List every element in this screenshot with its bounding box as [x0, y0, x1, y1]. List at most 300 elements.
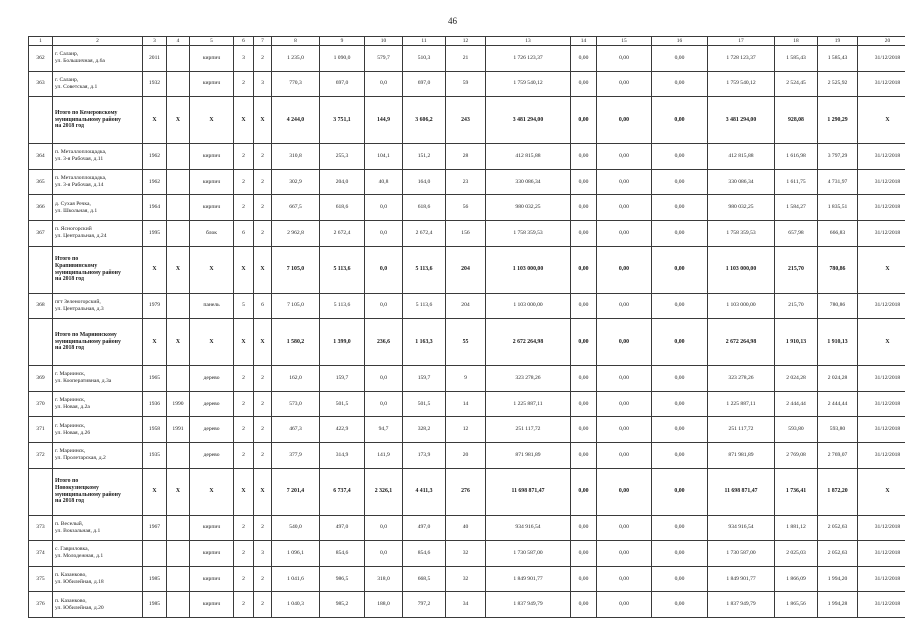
value-cell: 573,0 [272, 391, 320, 417]
row-number-cell: 373 [29, 515, 53, 541]
value-cell: 28 [446, 144, 486, 170]
table-row [29, 541, 905, 567]
column-number-cell: 5 [190, 37, 234, 46]
value-cell: дерево [190, 391, 234, 417]
column-number-cell: 4 [167, 37, 190, 46]
value-cell [167, 566, 190, 592]
row-number-cell: 371 [29, 417, 53, 443]
value-cell: 32 [446, 566, 486, 592]
value-cell: 668,5 [403, 566, 446, 592]
column-number-cell: 1 [29, 37, 53, 46]
value-cell: 593,80 [818, 417, 858, 443]
value-cell: 0,00 [597, 541, 652, 567]
subtotal-row [29, 468, 905, 515]
value-cell: 2 [254, 391, 272, 417]
value-cell: 5 113,6 [320, 246, 365, 293]
value-cell: 780,86 [818, 293, 858, 319]
value-cell: 2 025,03 [775, 541, 818, 567]
row-number-cell: 367 [29, 220, 53, 246]
value-cell: 31/12/2018 [858, 592, 905, 618]
value-cell: 510,3 [403, 46, 446, 72]
subtotal-label-cell: Итого по Мариинскому муниципальному району на 2018 год [53, 319, 143, 366]
value-cell: 666,83 [818, 220, 858, 246]
value-cell: 1932 [143, 71, 167, 97]
value-cell [167, 366, 190, 392]
address-cell: д. Сухая Речка, ул. Школьная, д.1 [53, 195, 143, 221]
value-cell: 2 444,44 [775, 391, 818, 417]
value-cell: 1965 [143, 366, 167, 392]
value-cell: 4 244,0 [272, 97, 320, 144]
value-cell: 0,0 [365, 366, 403, 392]
value-cell: 1 163,3 [403, 319, 446, 366]
value-cell: 1967 [143, 515, 167, 541]
value-cell: 0,0 [365, 391, 403, 417]
value-cell: 3 751,1 [320, 97, 365, 144]
address-cell: п. Казанково, ул. Юбилейная, д.20 [53, 592, 143, 618]
value-cell: 255,3 [320, 144, 365, 170]
value-cell: 144,9 [365, 97, 403, 144]
value-cell: 0,00 [597, 592, 652, 618]
value-cell: 31/12/2018 [858, 195, 905, 221]
value-cell: 0,00 [571, 71, 597, 97]
row-number-cell: 376 [29, 592, 53, 618]
value-cell: 2 525,92 [818, 71, 858, 97]
value-cell: 0,00 [652, 195, 708, 221]
value-cell: 3 481 294,00 [708, 97, 775, 144]
value-cell: 2 672,4 [403, 220, 446, 246]
value-cell: 0,00 [597, 319, 652, 366]
value-cell: 985,2 [320, 592, 365, 618]
value-cell: кирпич [190, 195, 234, 221]
value-cell: 1 103 000,00 [486, 246, 571, 293]
value-cell: 310,8 [272, 144, 320, 170]
table-row [29, 46, 905, 72]
value-cell: 854,6 [403, 541, 446, 567]
address-cell: с. Гавриловка, ул. Молодежная, д.1 [53, 541, 143, 567]
value-cell: 928,08 [775, 97, 818, 144]
value-cell: панель [190, 293, 234, 319]
value-cell: 0,00 [652, 391, 708, 417]
value-cell: 422,9 [320, 417, 365, 443]
value-cell: 1 235,0 [272, 46, 320, 72]
row-number-cell: 375 [29, 566, 53, 592]
value-cell: 55 [446, 319, 486, 366]
value-cell: 20 [446, 442, 486, 468]
value-cell: 31/12/2018 [858, 417, 905, 443]
value-cell: 3 606,2 [403, 97, 446, 144]
value-cell: 31/12/2018 [858, 515, 905, 541]
value-cell: 697,0 [320, 71, 365, 97]
value-cell: 2 [234, 71, 254, 97]
value-cell: кирпич [190, 71, 234, 97]
value-cell: 2 052,63 [818, 541, 858, 567]
value-cell: 141,9 [365, 442, 403, 468]
address-cell: г. Мариинск, ул. Новая, д.26 [53, 417, 143, 443]
value-cell: 0,0 [365, 515, 403, 541]
value-cell: 980 032,25 [486, 195, 571, 221]
value-cell: 0,00 [597, 468, 652, 515]
subtotal-label-cell: Итого по Кемеровскому муниципальному району на 2018 год [53, 97, 143, 144]
value-cell: 330 086,34 [708, 169, 775, 195]
value-cell: 56 [446, 195, 486, 221]
value-cell: 0,00 [597, 566, 652, 592]
value-cell: 173,9 [403, 442, 446, 468]
value-cell: 323 278,26 [708, 366, 775, 392]
value-cell: 4 411,3 [403, 468, 446, 515]
value-cell: 21 [446, 46, 486, 72]
value-cell: 0,0 [365, 71, 403, 97]
value-cell: 2 444,44 [818, 391, 858, 417]
column-number-cell: 20 [858, 37, 905, 46]
value-cell: 11 698 871,47 [708, 468, 775, 515]
value-cell: 2 [254, 442, 272, 468]
value-cell: 162,0 [272, 366, 320, 392]
value-cell: 1 849 901,77 [708, 566, 775, 592]
value-cell: X [858, 97, 905, 144]
value-cell: 2 769,07 [818, 442, 858, 468]
value-cell: 2 [234, 541, 254, 567]
value-cell: 2 [234, 566, 254, 592]
value-cell: 104,1 [365, 144, 403, 170]
value-cell: 0,00 [597, 417, 652, 443]
value-cell: 1 910,13 [775, 319, 818, 366]
address-cell: г. Мариинск, ул. Новая, д.2а [53, 391, 143, 417]
value-cell: 0,0 [365, 246, 403, 293]
table-row [29, 417, 905, 443]
value-cell: 0,00 [652, 144, 708, 170]
value-cell: 2 [254, 195, 272, 221]
table-row [29, 169, 905, 195]
value-cell: 1 580,2 [272, 319, 320, 366]
value-cell: 0,0 [365, 541, 403, 567]
address-cell: пгт Зеленогорский, ул. Центральная, д.3 [53, 293, 143, 319]
value-cell: 0,00 [571, 46, 597, 72]
address-cell: п. Металлоплощадка, ул. 3-я Рабочая, д.14 [53, 169, 143, 195]
value-cell: 667,5 [272, 195, 320, 221]
value-cell: 0,00 [597, 442, 652, 468]
column-number-cell: 11 [403, 37, 446, 46]
table-row [29, 366, 905, 392]
value-cell: 3 [234, 46, 254, 72]
value-cell: 1 994,20 [818, 566, 858, 592]
value-cell: кирпич [190, 515, 234, 541]
row-number-cell: 369 [29, 366, 53, 392]
value-cell: 12 [446, 417, 486, 443]
value-cell: 1 103 000,00 [708, 246, 775, 293]
register-table-sheet [28, 36, 901, 618]
value-cell: 934 916,54 [486, 515, 571, 541]
value-cell: 0,0 [365, 195, 403, 221]
value-cell: X [254, 319, 272, 366]
value-cell: 0,00 [571, 97, 597, 144]
value-cell: X [143, 468, 167, 515]
address-cell: г. Салаир, ул. Советская, д.1 [53, 71, 143, 97]
value-cell: 1 758 359,53 [486, 220, 571, 246]
value-cell: 31/12/2018 [858, 541, 905, 567]
value-cell: 2 024,28 [775, 366, 818, 392]
value-cell: 6 737,4 [320, 468, 365, 515]
value-cell: 1 835,51 [818, 195, 858, 221]
table-row [29, 195, 905, 221]
value-cell: 0,00 [571, 246, 597, 293]
address-cell: п. Ясногорский ул. Центральная, д.24 [53, 220, 143, 246]
value-cell: X [190, 246, 234, 293]
value-cell: 188,0 [365, 592, 403, 618]
value-cell: X [143, 246, 167, 293]
value-cell: 7 105,0 [272, 293, 320, 319]
address-cell: п. Металлоплощадка, ул. 3-я Рабочая, д.11 [53, 144, 143, 170]
value-cell: 0,00 [652, 515, 708, 541]
value-cell [167, 541, 190, 567]
value-cell: 1985 [143, 566, 167, 592]
value-cell [167, 442, 190, 468]
value-cell: 314,9 [320, 442, 365, 468]
column-number-cell: 9 [320, 37, 365, 46]
value-cell: 0,00 [652, 97, 708, 144]
value-cell: 1 041,6 [272, 566, 320, 592]
value-cell: 0,00 [571, 468, 597, 515]
value-cell: 871 981,89 [486, 442, 571, 468]
value-cell: 159,7 [403, 366, 446, 392]
address-cell: п. Казанково, ул. Юбилейная, д.18 [53, 566, 143, 592]
value-cell: 1 225 887,11 [486, 391, 571, 417]
row-number-cell: 366 [29, 195, 53, 221]
value-cell [143, 541, 167, 567]
value-cell: X [234, 97, 254, 144]
value-cell: 0,00 [597, 71, 652, 97]
value-cell: 1 096,1 [272, 541, 320, 567]
value-cell: 0,00 [652, 319, 708, 366]
value-cell: 2 962,8 [272, 220, 320, 246]
value-cell: 497,0 [320, 515, 365, 541]
value-cell: 330 086,34 [486, 169, 571, 195]
value-cell: 540,0 [272, 515, 320, 541]
value-cell: 2 [254, 566, 272, 592]
value-cell: 1 994,28 [818, 592, 858, 618]
value-cell: 2 [234, 169, 254, 195]
value-cell: 276 [446, 468, 486, 515]
value-cell: 328,2 [403, 417, 446, 443]
value-cell: 4 731,97 [818, 169, 858, 195]
value-cell: 0,00 [571, 541, 597, 567]
value-cell: 1 730 587,00 [708, 541, 775, 567]
value-cell: 1 040,3 [272, 592, 320, 618]
value-cell: кирпич [190, 46, 234, 72]
value-cell: 0,0 [365, 293, 403, 319]
value-cell: X [167, 319, 190, 366]
row-number-cell: 374 [29, 541, 53, 567]
value-cell: 1 584,27 [775, 195, 818, 221]
value-cell: 31/12/2018 [858, 293, 905, 319]
table-row [29, 293, 905, 319]
value-cell: 204 [446, 246, 486, 293]
value-cell: 0,00 [571, 293, 597, 319]
value-cell: 1 849 901,77 [486, 566, 571, 592]
value-cell: 2 [254, 144, 272, 170]
value-cell: 0,00 [652, 592, 708, 618]
column-number-cell: 2 [53, 37, 143, 46]
value-cell: 986,5 [320, 566, 365, 592]
subtotal-row [29, 246, 905, 293]
value-cell: 2 [234, 391, 254, 417]
value-cell: 2 [234, 366, 254, 392]
value-cell: 151,2 [403, 144, 446, 170]
value-cell: 0,00 [597, 515, 652, 541]
column-number-cell: 16 [652, 37, 708, 46]
value-cell: 697,0 [403, 71, 446, 97]
value-cell [167, 195, 190, 221]
value-cell: 1962 [143, 169, 167, 195]
value-cell: 0,00 [652, 71, 708, 97]
value-cell: 1 585,43 [818, 46, 858, 72]
value-cell: 94,7 [365, 417, 403, 443]
table-row [29, 592, 905, 618]
row-number-cell: 368 [29, 293, 53, 319]
value-cell: 1 726 123,37 [486, 46, 571, 72]
value-cell: 501,5 [320, 391, 365, 417]
value-cell: 0,00 [652, 366, 708, 392]
value-cell: X [858, 319, 905, 366]
value-cell: 2 052,63 [818, 515, 858, 541]
value-cell: X [190, 468, 234, 515]
value-cell: 0,00 [597, 97, 652, 144]
value-cell [167, 144, 190, 170]
value-cell: 7 105,0 [272, 246, 320, 293]
value-cell: 657,98 [775, 220, 818, 246]
value-cell: 618,6 [320, 195, 365, 221]
row-number-cell [29, 468, 53, 515]
row-number-cell: 370 [29, 391, 53, 417]
column-number-cell: 12 [446, 37, 486, 46]
value-cell: 1 090,0 [320, 46, 365, 72]
address-cell: г. Мариинск, ул. Кооперативная, д.3а [53, 366, 143, 392]
value-cell: 412 815,88 [486, 144, 571, 170]
table-row [29, 391, 905, 417]
value-cell: 31/12/2018 [858, 46, 905, 72]
table-row [29, 442, 905, 468]
value-cell: 31/12/2018 [858, 366, 905, 392]
value-cell: 215,70 [775, 293, 818, 319]
column-number-cell: 7 [254, 37, 272, 46]
value-cell: 1 616,98 [775, 144, 818, 170]
value-cell: 156 [446, 220, 486, 246]
value-cell: кирпич [190, 169, 234, 195]
value-cell: 0,00 [652, 417, 708, 443]
value-cell: 0,00 [597, 169, 652, 195]
value-cell: 0,00 [571, 169, 597, 195]
table-body [29, 37, 905, 618]
address-cell: г. Салаир, ул. Большичная, д.6а [53, 46, 143, 72]
value-cell: 1936 [143, 391, 167, 417]
value-cell: X [190, 97, 234, 144]
value-cell: 5 113,6 [403, 246, 446, 293]
column-number-cell: 17 [708, 37, 775, 46]
value-cell: 2 326,1 [365, 468, 403, 515]
value-cell: 1 225 887,11 [708, 391, 775, 417]
value-cell: X [234, 246, 254, 293]
value-cell: 497,0 [403, 515, 446, 541]
value-cell [167, 592, 190, 618]
column-number-cell: 10 [365, 37, 403, 46]
value-cell: X [254, 97, 272, 144]
subtotal-row [29, 319, 905, 366]
value-cell: 1962 [143, 144, 167, 170]
value-cell: 0,00 [652, 468, 708, 515]
value-cell: 618,6 [403, 195, 446, 221]
value-cell: X [858, 246, 905, 293]
value-cell: 1935 [143, 442, 167, 468]
row-number-cell [29, 246, 53, 293]
value-cell: 0,00 [597, 144, 652, 170]
value-cell: 2 [254, 515, 272, 541]
value-cell: 2 672 264,98 [708, 319, 775, 366]
value-cell: 0,00 [652, 220, 708, 246]
subtotal-row [29, 97, 905, 144]
value-cell: X [234, 319, 254, 366]
value-cell [167, 169, 190, 195]
value-cell: 2 024,28 [818, 366, 858, 392]
value-cell: 0,00 [652, 442, 708, 468]
value-cell: 40,8 [365, 169, 403, 195]
column-number-cell: 3 [143, 37, 167, 46]
value-cell: 1 585,43 [775, 46, 818, 72]
value-cell: 1958 [143, 417, 167, 443]
value-cell: 2 [234, 592, 254, 618]
value-cell: 0,00 [571, 319, 597, 366]
address-cell: п. Веселый, ул. Вокзальная, д.1 [53, 515, 143, 541]
value-cell: 1 865,56 [775, 592, 818, 618]
column-number-header-row [29, 37, 905, 46]
table-row [29, 220, 905, 246]
column-number-cell: 13 [486, 37, 571, 46]
row-number-cell [29, 97, 53, 144]
value-cell: 243 [446, 97, 486, 144]
value-cell: 31/12/2018 [858, 566, 905, 592]
value-cell: X [143, 97, 167, 144]
value-cell: 3 [254, 541, 272, 567]
value-cell: 204 [446, 293, 486, 319]
value-cell: дерево [190, 417, 234, 443]
value-cell: 0,00 [571, 515, 597, 541]
value-cell: 0,00 [597, 391, 652, 417]
value-cell: 2 [234, 195, 254, 221]
value-cell: 204,0 [320, 169, 365, 195]
value-cell: 1 103 000,00 [486, 293, 571, 319]
value-cell: 1 736,41 [775, 468, 818, 515]
subtotal-label-cell: Итого по Крапивинскому муниципальному району на 2018 год [53, 246, 143, 293]
value-cell: 236,6 [365, 319, 403, 366]
value-cell: 2 [234, 515, 254, 541]
register-table [28, 36, 905, 618]
row-number-cell [29, 319, 53, 366]
value-cell: 323 278,26 [486, 366, 571, 392]
value-cell: 2 769,08 [775, 442, 818, 468]
value-cell: 3 481 294,00 [486, 97, 571, 144]
value-cell: 2 [234, 417, 254, 443]
value-cell: 2 524,45 [775, 71, 818, 97]
value-cell: X [254, 468, 272, 515]
value-cell: 9 [446, 366, 486, 392]
column-number-cell: 18 [775, 37, 818, 46]
value-cell: 251 117,72 [708, 417, 775, 443]
value-cell: 1 910,13 [818, 319, 858, 366]
value-cell: 0,00 [571, 592, 597, 618]
value-cell: 0,0 [365, 220, 403, 246]
value-cell: 0,00 [652, 46, 708, 72]
value-cell: 1 611,75 [775, 169, 818, 195]
value-cell: 1 730 587,00 [486, 541, 571, 567]
value-cell: 1 759 540,12 [708, 71, 775, 97]
